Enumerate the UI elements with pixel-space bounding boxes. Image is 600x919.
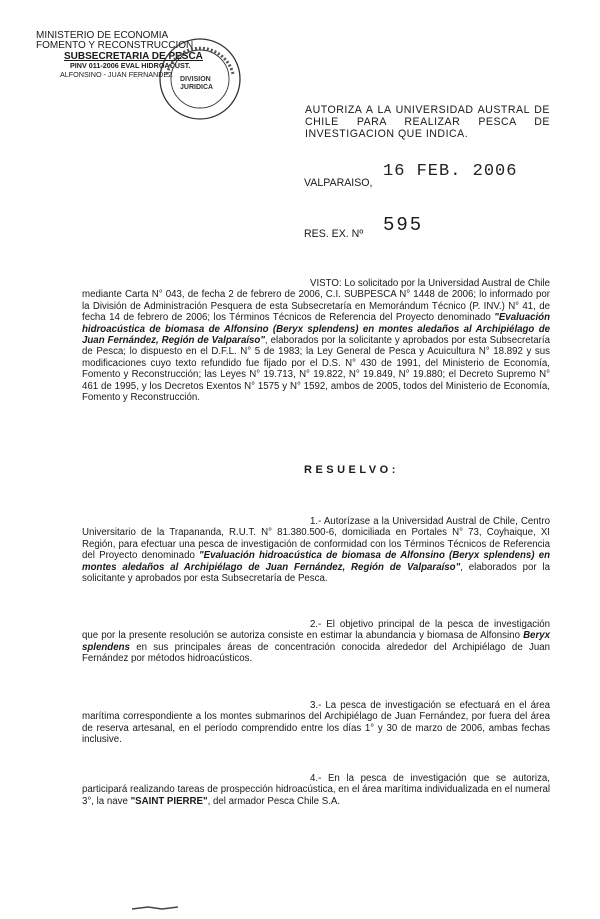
resolution-summary: AUTORIZA A LA UNIVERSIDAD AUSTRAL DE CHILE PARA REALIZAR PESCA DE INVESTIGACION QUE INDICA. [305, 104, 550, 140]
project-code: PINV 011-2006 EVAL HIDROACUST. [70, 61, 191, 71]
place-label: VALPARAISO, [304, 177, 373, 189]
article-4-text-c: , del armador Pesca Chile S.A. [207, 795, 341, 807]
visto-text-2: , elaborados por la solicitante y aprobados por esta Subsecretaría de Pesca; lo dispuesto en el D.F.L. N° 5 de 1983; la Ley General de Pesca y Acuicultura N° 18.892 y sus modificaciones cuyo texto refundido fue fijado por el D.S. N° 430 de 1991, del Ministerio de Economía, Fomento y Reconstrucción; las Leyes N° 19.713, N° 19.822, N° 19.849, N° 19.880; el Decreto Supremo N° 461 de 1995, y los Decretos Exentos N° 1575 y N° 1592, ambos de 2005, todos del Ministerio de Economía, Fomento y Reconstrucción. [82, 335, 550, 404]
article-2-text-c: en sus principales áreas de concentración conocida alrededor del Archipiélago de Juan Fernández por métodos hidroacústicos. [82, 641, 550, 665]
article-1-text-c: , elaborados por la solicitante y aprobados por esta Subsecretaría de Pesca. [82, 561, 550, 585]
article-4-vessel-name: "SAINT PIERRE" [130, 795, 208, 807]
article-4 [82, 773, 550, 807]
article-1-lead: 1.- Autorízase a la Universidad Austral de Chile, [310, 516, 518, 527]
stamp-line-juridica: JURIDICA [180, 84, 214, 91]
article-2-lead: 2.- El objetivo principal de la pesca de investigación [310, 619, 550, 630]
date-stamp: 16 FEB. 2006 [383, 162, 518, 181]
visto-text-1: VISTO: Lo solicitado por la Universidad Austral de Chile mediante Carta N° 043, de fecha 2 de febrero de 2006, C.I. SUBPESCA N° 1448 de 2006; lo informado por la División de Administración Pesquera de esta Subsecretaría en Memorándum Técnico (P. INV.) N° 41, de fecha 14 de febrero de 2006; los Términos Técnicos de Referencia del Proyecto denominado [82, 278, 550, 324]
resuelvo-heading: RESUELVO: [304, 464, 399, 476]
article-2-text-a: que por la presente resolución se autoriza consiste en estimar la abundancia y biomasa de Alfonsino [82, 630, 524, 642]
article-3-text: área marítima correspondiente a los montes submarinos del Archipiélago de Juan Fernández, por fuera del área de reserva artesanal, en el período comprendido entre los días 1° y 30 de marzo de 2006, ambas fechas inclusive. [82, 700, 550, 746]
stamp-label [180, 76, 213, 92]
article-1 [82, 516, 550, 584]
resolution-number: 595 [383, 214, 424, 236]
subsecretary-name: SUBSECRETARIA DE PESCA [64, 50, 203, 62]
visto-project-title: "Evaluación hidroacústica de biomasa de Alfonsino (Beryx splendens) en montes aledaños al Archipiélago de Juan Fernández, Región de Valparaíso" [82, 312, 550, 347]
article-1-text-a: Centro Universitario de la Trapananda, R.U.T. N° 81.380.500-6, domiciliada en Portales N° 73, Coyhaique, XI Región, para efectuar una pesca de investigación de conformidad con los Términos Técnicos de Referencia del Proyecto denominado [82, 516, 550, 562]
ministry-name: MINISTERIO DE ECONOMIA [36, 30, 169, 41]
article-2-species: Beryx splendens [82, 630, 550, 653]
resolution-label: RES. EX. Nº [304, 228, 364, 240]
article-3 [82, 700, 550, 746]
visto-paragraph [82, 278, 550, 403]
stamp-line-division: DIVISION [180, 76, 211, 83]
article-4-text-a: participará realizando tareas de prospección hidroacústica, en el área marítima individualizada en el numeral 3°, la nave [82, 784, 550, 807]
article-1-project-title: "Evaluación hidroacústica de biomasa de Alfonsino (Beryx splendens) en montes aledaños al Archipiélago de Juan Fernández, Región de Valparaíso" [82, 550, 551, 573]
article-2 [82, 619, 550, 665]
project-subject: ALFONSINO - JUAN FERNANDEZ [60, 69, 173, 79]
article-3-lead: 3.- La pesca de investigación se efectuará en el [310, 700, 527, 711]
ministry-subtitle: FOMENTO Y RECONSTRUCCION [36, 40, 194, 52]
signature-mark [130, 905, 180, 911]
article-4-lead: 4.- En la pesca de investigación que se autoriza, [310, 773, 550, 784]
